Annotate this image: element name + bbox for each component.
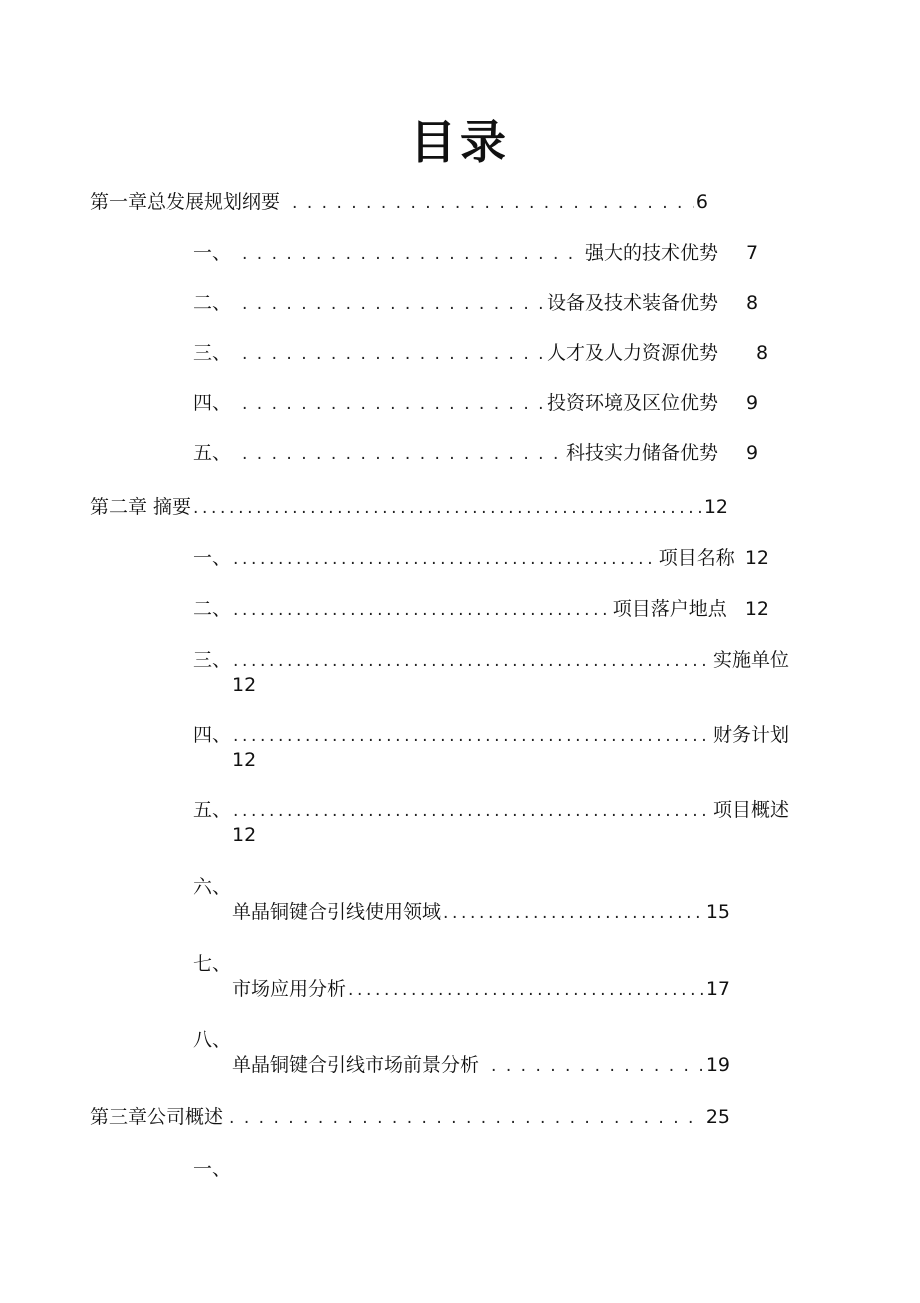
toc-item-text: 项目落户地点 — [612, 598, 727, 620]
toc-item-text: 设备及技术装备优势 — [546, 292, 718, 314]
page-number: 9 — [746, 392, 759, 414]
chapter-label: 第三章公司概述 — [90, 1106, 224, 1128]
toc-item[interactable] — [240, 241, 718, 266]
page-number: 8 — [756, 342, 769, 364]
leader-dots — [233, 799, 711, 823]
chapter-label: 第一章总发展规划纲要 — [90, 191, 281, 213]
toc-chapter-3[interactable] — [90, 1105, 730, 1130]
toc-item-text: 科技实力储备优势 — [565, 442, 718, 464]
toc-item-number: 八、 — [193, 1029, 232, 1051]
leader-dots — [242, 292, 545, 316]
page-title: 目录 — [410, 115, 510, 169]
toc-item-number: 一、 — [193, 242, 232, 264]
toc-item[interactable] — [240, 441, 718, 466]
page-number: 17 — [705, 978, 730, 1000]
page-number: 12 — [232, 824, 257, 846]
toc-item-number: 四、 — [193, 392, 232, 414]
toc-item-text: 财务计划 — [712, 724, 789, 746]
leader-dots — [229, 1106, 704, 1130]
toc-item-text: 强大的技术优势 — [584, 242, 718, 264]
toc-item-number: 三、 — [193, 342, 232, 364]
page-number: 19 — [705, 1054, 730, 1076]
toc-item[interactable] — [232, 1053, 730, 1078]
page-number: 9 — [746, 442, 759, 464]
leader-dots — [242, 342, 545, 366]
page-number: 12 — [232, 749, 257, 771]
toc-item[interactable] — [240, 341, 718, 366]
toc-item-text: 项目名称 — [658, 547, 735, 569]
page-number: 25 — [705, 1106, 730, 1128]
toc-item[interactable] — [232, 900, 730, 925]
leader-dots — [242, 392, 545, 416]
toc-chapter-2[interactable] — [90, 495, 728, 520]
toc-item-number: 四、 — [193, 724, 232, 746]
toc-item[interactable] — [193, 648, 789, 673]
toc-item[interactable] — [193, 597, 769, 622]
toc-item[interactable] — [240, 291, 718, 316]
toc-item-number: 二、 — [193, 598, 232, 620]
toc-item[interactable] — [193, 798, 789, 823]
leader-dots — [292, 191, 694, 215]
leader-dots — [491, 1054, 704, 1078]
toc-chapter-1[interactable] — [90, 190, 708, 215]
toc-item-number: 一、 — [193, 1158, 232, 1180]
toc-item-number: 七、 — [193, 953, 232, 975]
page-number: 12 — [232, 674, 257, 696]
toc-item-number: 五、 — [193, 442, 232, 464]
leader-dots — [348, 978, 704, 1002]
toc-item-number: 一、 — [193, 547, 232, 569]
leader-dots — [233, 547, 657, 571]
leader-dots — [233, 724, 711, 748]
toc-item-text: 市场应用分析 — [232, 978, 347, 1000]
page-number: 12 — [744, 547, 769, 569]
leader-dots — [193, 496, 702, 520]
toc-item-number: 五、 — [193, 799, 232, 821]
toc-item[interactable] — [232, 977, 730, 1002]
toc-item-text: 单晶铜键合引线市场前景分析 — [232, 1054, 480, 1076]
page-number: 6 — [695, 191, 708, 213]
toc-item-text: 单晶铜键合引线使用领域 — [232, 901, 442, 923]
page-number: 7 — [746, 242, 759, 264]
toc-item-text: 人才及人力资源优势 — [546, 342, 718, 364]
toc-item-text: 投资环境及区位优势 — [546, 392, 718, 414]
toc-item[interactable] — [193, 723, 789, 748]
leader-dots — [443, 901, 704, 925]
leader-dots — [233, 598, 611, 622]
page-number: 12 — [703, 496, 728, 518]
page-number: 12 — [744, 598, 769, 620]
toc-item[interactable] — [193, 546, 769, 571]
leader-dots — [242, 442, 564, 466]
toc-item[interactable] — [240, 391, 718, 416]
toc-item-text: 项目概述 — [712, 799, 789, 821]
leader-dots — [233, 649, 711, 673]
page-number: 15 — [705, 901, 730, 923]
toc-item-text: 实施单位 — [712, 649, 789, 671]
toc-item-number: 三、 — [193, 649, 232, 671]
leader-dots — [242, 242, 583, 266]
toc-item-number: 六、 — [193, 876, 232, 898]
toc-item-number: 二、 — [193, 292, 232, 314]
page-number: 8 — [746, 292, 759, 314]
chapter-label: 第二章 摘要 — [90, 496, 192, 518]
